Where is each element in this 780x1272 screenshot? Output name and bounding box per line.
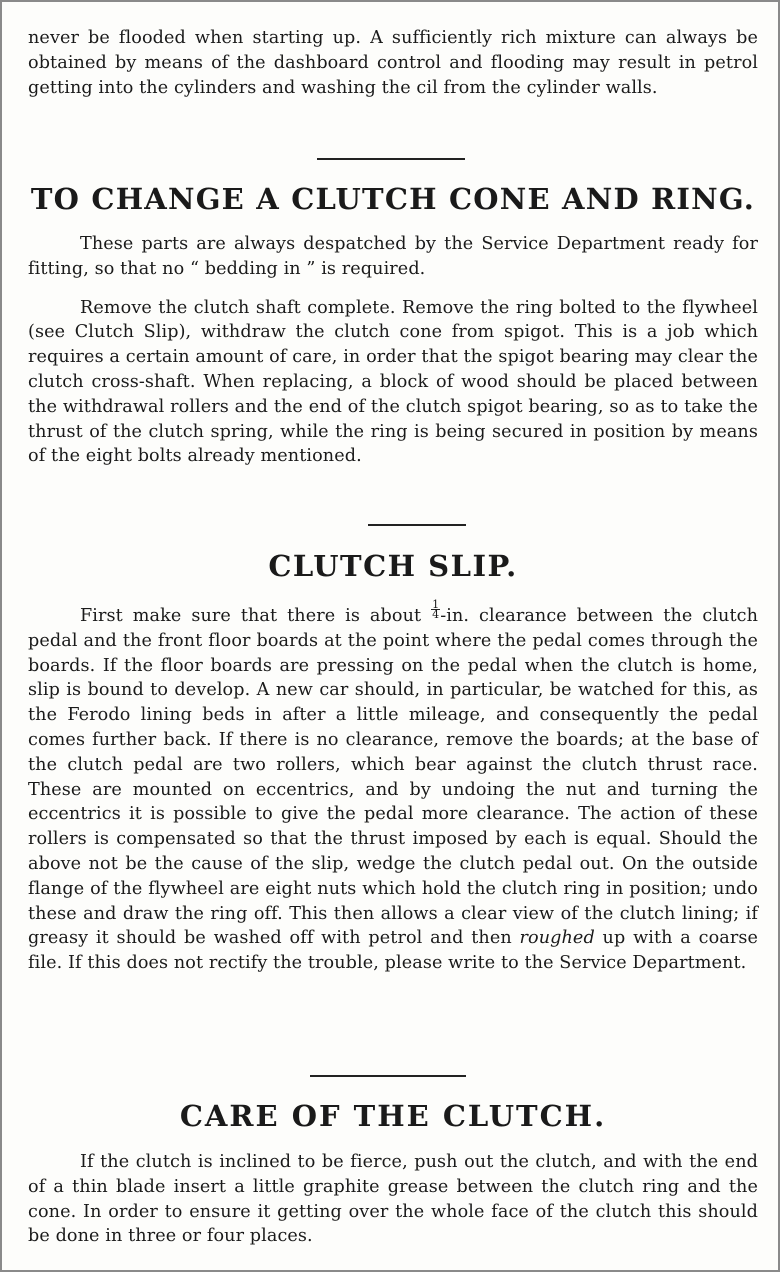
intro-block bbox=[28, 26, 758, 100]
clutch-cone-paragraph-2: Remove the clutch shaft complete. Remove the ring bolted to the flywheel (see Clutch Slip), withdraw the clutch cone from spigot. This is a job which requires a certain amount of care, in order that the spigot bearing may clear the clutch cross-shaft. When replacing, a block of wood should be placed between the withdrawal rollers and the end of the clutch spigot bearing, so as to take the thrust of the clutch spring, while the ring is being secured in position by means of the eight bolts already mentioned. bbox=[28, 297, 758, 467]
fraction-denominator: 4 bbox=[432, 608, 440, 621]
fraction-numerator: 1 bbox=[432, 598, 440, 611]
clutch-slip-text-middle: -in. clearance between the clutch pedal and the front floor boards at the point where the pedal comes through the boards. If the floor boards are pressing on the pedal when the clutch is home, slip is bound to develop. A new car should, in particular, be watched for this, as the Ferodo lining beds in after a little mileage, and consequently the pedal comes further back. If there is no clearance, remove the boards; at the base of the clutch pedal are two rollers, which bear against the clutch thrust race. These are mounted on eccentrics, and by undoing the nut and turning the eccentrics it is possible to give the pedal more clearance. The action of these rollers is compensated so that the thrust imposed by each is equal. Should the above not be the cause of the slip, wedge the clutch pedal out. On the outside flange of the flywheel are eight nuts which hold the clutch ring in position; undo these and draw the ring off. This then allows a clear view of the clutch lining; if greasy it should be washed off with petrol and then bbox=[28, 606, 759, 949]
section-clutch-cone-body bbox=[28, 232, 758, 469]
clutch-slip-text-end: up with a coarse file. If this does not rectify the trouble, please write to the Service Department. bbox=[28, 928, 758, 974]
heading-care-clutch: CARE OF THE CLUTCH. bbox=[179, 1099, 607, 1133]
clutch-cone-paragraph-1: These parts are always despatched by the Service Department ready for fitting, so that no “ bedding in ” is required. bbox=[28, 234, 758, 279]
italic-word-roughed: roughed bbox=[519, 928, 595, 949]
section-care-clutch bbox=[28, 1099, 758, 1133]
section-divider bbox=[310, 1075, 466, 1077]
heading-clutch-cone: TO CHANGE A CLUTCH CONE AND RING. bbox=[30, 182, 756, 216]
heading-clutch-slip: CLUTCH SLIP. bbox=[268, 549, 518, 583]
section-divider bbox=[317, 158, 465, 160]
clutch-slip-paragraph bbox=[28, 600, 758, 976]
section-divider bbox=[368, 524, 466, 526]
clutch-slip-text-start: First make sure that there is about bbox=[80, 606, 432, 626]
quarter-fraction bbox=[431, 600, 440, 619]
section-clutch-slip-body bbox=[28, 600, 758, 976]
intro-paragraph: never be flooded when starting up. A sufficiently rich mixture can always be obtained by means of the dashboard control and flooding may result in petrol getting into the cylinders and washing the cil from the cylinder walls. bbox=[28, 28, 758, 98]
section-clutch-cone bbox=[28, 182, 758, 216]
section-care-clutch-body bbox=[28, 1150, 758, 1249]
section-clutch-slip bbox=[28, 549, 758, 583]
care-clutch-paragraph: If the clutch is inclined to be fierce, push out the clutch, and with the end of a thin blade insert a little graphite grease between the clutch ring and the cone. In order to ensure it getting over the whole face of the clutch this should be done in three or four places. bbox=[28, 1152, 758, 1247]
